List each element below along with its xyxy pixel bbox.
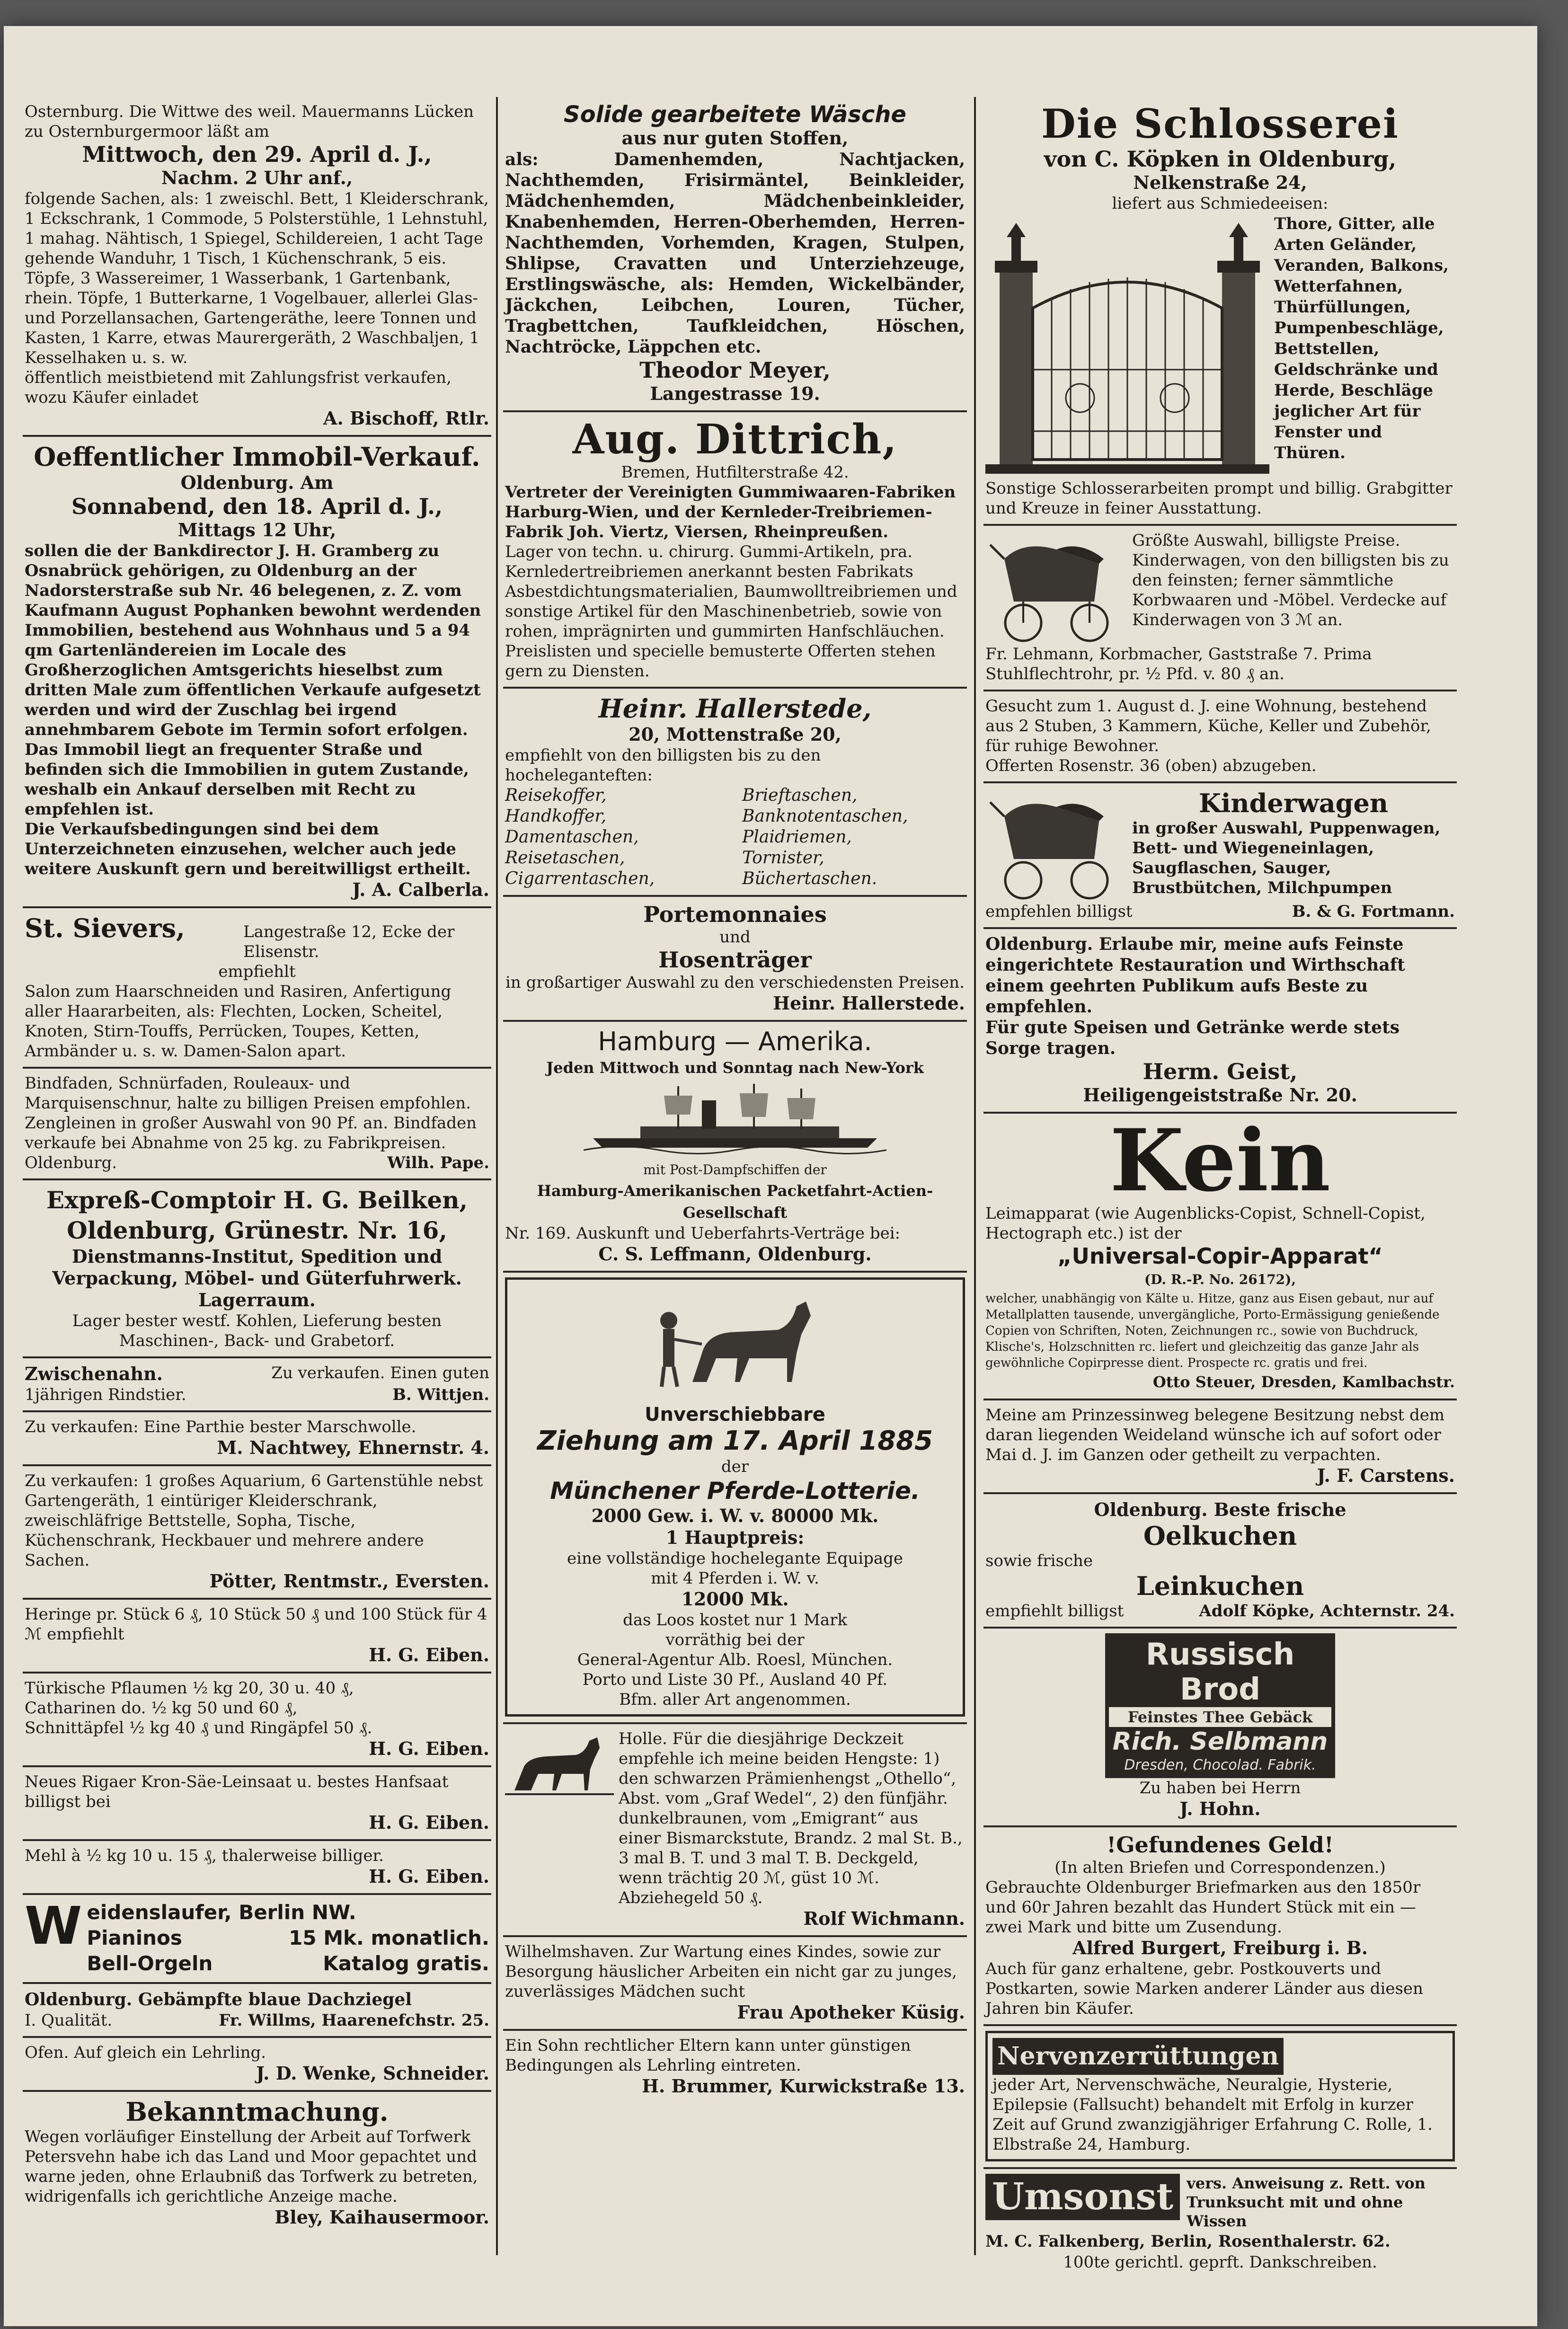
ad-signature: J. Hohn. — [1179, 1798, 1261, 1819]
ad-initial: W — [25, 1895, 82, 1956]
ad-address: 20, Mottenstraße 20, — [629, 724, 842, 745]
ad-line-4: Münchener Pferde-Lotterie. — [550, 1477, 920, 1505]
ad-zwischenahn — [23, 1358, 491, 1412]
list-item: Tornister, — [742, 848, 824, 868]
ad-line-2: Oelkuchen — [1143, 1521, 1297, 1551]
ad-body: Vertreter der Vereinigten Gummiwaaren-Fabriken Harburg-Wien, und der Kernleder-Treibriemen-Fabrik Joh. Viertz, Viersen, Rheinpreußen. — [505, 483, 956, 541]
ad-leinsaat — [23, 1767, 491, 1841]
ad-signature: H. G. Eiben. — [369, 1866, 489, 1887]
ad-intro: Osternburg. Die Wittwe des weil. Mauermanns Lücken zu Osternburgermoor läßt am — [25, 102, 474, 141]
ad-body: als: Damenhemden, Nachtjacken, Nachthemden, Frisirmäntel, Beinkleider, Mädchenhemden, Mädchenbeinkleider, Knabenhemden, Herren-Oberhemden, Herren-Nachthemden, Vorhemden, Kragen, Stulpen, Shlipse, Cravatten und Unterziehzeuge, Erstlingswäsche, als: Hemden, Wickelbänder, Jäckchen, Leibchen, Louren, Tücher, Tragbettchen, Taufkleidchen, Höschen, Nachtröcke, Läppchen etc. — [505, 150, 965, 357]
ad-body: Zu verkaufen: 1 großes Aquarium, 6 Gartenstühle nebst Gartengeräth, 1 eintüriger Kleiderschrank, zweischläfrige Bettstelle, Sopha, Tische, Küchenschrank, Heckbauer und mehrere andere Sachen. — [25, 1471, 483, 1570]
ad-hamburg-amerika — [503, 1022, 967, 1273]
ad-line-11: vorräthig bei der — [665, 1630, 805, 1649]
ad-closing: öffentlich meistbietend mit Zahlungsfrist verkaufen, wozu Käufer einladet — [25, 368, 452, 407]
ad-line-1: Oldenburg. Beste frische — [1094, 1499, 1347, 1520]
ad-place: Oldenburg. Am — [180, 472, 334, 493]
ad-line-1: Türkische Pflaumen ½ kg 20, 30 u. 40 ₰, — [25, 1679, 354, 1698]
ad-body: Meine am Prinzessinweg belegene Besitzung nebst dem daran liegenden Weideland wünsche ich auf sofort oder Mai d. J. im Ganzen oder getheilt zu verpachten. — [985, 1406, 1445, 1464]
ad-wohnung-gesucht — [983, 691, 1457, 783]
ad-dachziegel — [23, 1984, 491, 2038]
ad-restauration-geist — [983, 929, 1457, 1114]
ad-line-3: sowie frische — [985, 1551, 1093, 1570]
ad-nervenzerruettungen — [983, 2026, 1457, 2169]
ad-body: Gesucht zum 1. August d. J. eine Wohnung, bestehend aus 2 Stuben, 3 Kammern, Küche, Keller und Zubehör, für ruhige Bewohner. — [985, 697, 1431, 755]
ad-line-5: empfiehlt billigst — [985, 1602, 1124, 1621]
ad-marschwolle — [23, 1412, 491, 1466]
ad-body-2: Für gute Speisen und Getränke werde stets Sorge tragen. — [985, 1018, 1400, 1058]
ad-body: Sonstige Schlosserarbeiten prompt und billig. Grabgitter und Kreuze in feiner Ausstattung. — [985, 479, 1453, 518]
ad-signature: Pötter, Rentmstr., Eversten. — [209, 1570, 489, 1592]
ad-subtitle: von C. Köpken in Oldenburg, — [1044, 146, 1397, 172]
ad-bekanntmachung — [23, 2092, 491, 2234]
ad-hengste — [503, 1724, 967, 1937]
ad-title: !Gefundenes Geld! — [1107, 1832, 1334, 1858]
ad-signature: H. G. Eiben. — [369, 1738, 489, 1759]
list-item: Plaidriemen, — [742, 827, 852, 847]
ad-dittrich — [503, 412, 967, 689]
ad-line-3: Schnittäpfel ½ kg 40 ₰ und Ringäpfel 50 ₰. — [25, 1718, 372, 1737]
ad-product-list: Thore, Gitter, alle Arten Geländer, Veranden, Balkons, Wetterfahnen, Thürfüllungen, Pumpenbeschläge, Bettstellen, Geldschränke und Herde, Beschläge jeglicher Art für Fenster und Thüren. — [1274, 214, 1449, 462]
ad-body: Neues Rigaer Kron-Säe-Leinsaat u. bestes Hanfsaat billigst bei — [25, 1772, 449, 1811]
ad-lehrling-brummer — [503, 2031, 967, 2103]
ad-signature: M. C. Falkenberg, Berlin, Rosenthalerstr. 62. — [985, 2232, 1391, 2251]
ad-body: vers. Anweisung z. Rett. von Trunksucht mit und ohne Wissen — [1187, 2174, 1426, 2230]
column-1 — [23, 97, 491, 2234]
ad-aquarium — [23, 1466, 491, 1600]
ad-title: Aug. Dittrich, — [572, 416, 898, 463]
ad-line-2: Fr. Lehmann, Korbmacher, Gaststraße 7. Prima Stuhlflechtrohr, pr. ½ Pfd. v. 80 ₰ an. — [985, 645, 1372, 683]
ad-address: Heiligengeiststraße Nr. 20. — [1083, 1084, 1357, 1106]
iron-gate-illustration — [985, 213, 1269, 478]
ad-signature: Adolf Köpke, Achternstr. 24. — [1199, 1602, 1455, 1621]
ad-line-14: Bfm. aller Art angenommen. — [619, 1690, 851, 1709]
ad-line-2: I. Qualität. — [25, 2011, 113, 2030]
ad-name: Alfred Burgert, Freiburg i. B. — [1072, 1937, 1368, 1958]
ad-signature: M. Nachtwey, Ehnernstr. 4. — [217, 1437, 489, 1458]
ad-line-7: eine vollständige hochelegante Equipage — [567, 1549, 904, 1568]
ad-title: Nervenzerrüttungen — [992, 2038, 1284, 2075]
ad-body-2: Zengleinen in großer Auswahl von 90 Pf. an. Bindfaden verkaufe bei Abnahme von 25 kg. zu Fabrikpreisen. — [25, 1114, 477, 1152]
ad-body: Wilhelmshaven. Zur Wartung eines Kindes, sowie zur Besorgung häuslicher Arbeiten ein nicht gar zu junges, zuverlässiges Mädchen sucht — [505, 1942, 957, 2001]
ad-body: in großer Auswahl, Puppenwagen, Bett- und Wiegeneinlagen, Saugflaschen, Sauger, Brustbütchen, Milchpumpen — [1132, 819, 1441, 897]
logo-line-3: Rich. Selbmann — [1112, 1727, 1328, 1756]
ad-waesche — [503, 97, 967, 412]
ad-line-3a: Bell-Orgeln — [87, 1952, 213, 1975]
ad-body: Zu verkaufen: Eine Parthie bester Marschwolle. — [25, 1417, 416, 1436]
ad-title: Die Schlosserei — [1041, 100, 1399, 147]
ad-body: Dienstmanns-Institut, Spedition und Verpackung, Möbel- und Güterfuhrwerk. Lagerraum. — [52, 1246, 462, 1311]
ad-name: Herm. Geist, — [1143, 1059, 1298, 1084]
ad-signature: Rolf Wichmann. — [803, 1908, 965, 1929]
ad-signature: J. A. Calberla. — [352, 879, 489, 900]
ad-intro: liefert aus Schmiedeeisen: — [1112, 194, 1329, 213]
ad-line-2: Offerten Rosenstr. 36 (oben) abzugeben. — [985, 756, 1317, 775]
ad-address: Langestrasse 19. — [650, 383, 820, 404]
ad-pflaumen — [23, 1674, 491, 1767]
list-item: Damentaschen, — [505, 827, 639, 847]
ad-signature: B. Wittjen. — [392, 1385, 489, 1404]
ad-signature: Otto Steuer, Dresden, Kamlbachstr. — [1152, 1373, 1455, 1391]
ad-line-13: Porto und Liste 30 Pf., Ausland 40 Pf. — [582, 1670, 888, 1689]
ad-line-2: 1jährigen Rindstier. — [25, 1385, 186, 1404]
ad-body: Ein Sohn rechtlicher Eltern kann unter günstigen Bedingungen als Lehrling eintreten. — [505, 2036, 911, 2075]
ad-body: Heringe pr. Stück 6 ₰, 10 Stück 50 ₰ und 100 Stück für 4 ℳ empfiehlt — [25, 1605, 487, 1644]
ad-line-2: empfehlen billigst — [985, 902, 1133, 921]
ad-body-3: Preislisten und specielle bemusterte Offerten stehen gern zu Diensten. — [505, 642, 936, 681]
list-item: Büchertaschen. — [742, 869, 877, 888]
ad-signature: H. Brummer, Kurwickstraße 13. — [642, 2075, 965, 2097]
ad-line-1: eidenslaufer, Berlin NW. — [87, 1901, 356, 1924]
ad-signature: C. S. Leffmann, Oldenburg. — [598, 1243, 872, 1265]
ad-title: Kinderwagen — [1198, 788, 1389, 818]
ad-signature: H. G. Eiben. — [369, 1812, 489, 1833]
ad-body: jeder Art, Nervenschwäche, Neuralgie, Hysterie, Epilepsie (Fallsucht) behandelt mit Erfolg in kurzer Zeit auf Grund zwanzigjähriger Erfahrung C. Rolle, 1. Elbstraße 24, Hamburg. — [992, 2075, 1433, 2154]
ad-title: Oeffentlicher Immobil-Verkauf. — [34, 442, 480, 472]
ad-signature: Fr. Willms, Haarenefchstr. 25. — [219, 2011, 489, 2030]
ad-portemonnaies — [503, 897, 967, 1022]
ad-hallerstede — [503, 689, 967, 897]
stallion-icon — [505, 1729, 614, 1800]
ad-body: folgende Sachen, als: 1 zweischl. Bett, 1 Kleiderschrank, 1 Eckschrank, 1 Commode, 5 Polsterstühle, 1 Lehnstuhl, 1 mahag. Nähtisch, 1 Spiegel, Schildereien, 1 acht Tage gehende Wanduhr, 1 Tisch, 1 Küchenschrank, 5 eis. Töpfe, 3 Wassereimer, 1 Wasserbank, 1 Gartenbank, rhein. Töpfe, 1 Butterkarne, 1 Vogelbauer, allerlei Glas- und Porzellansachen, Gartengeräthe, leere Tonnen und Kasten, 1 Karre, etwas Maurergeräth, 2 Waschbaljen, 1 Kesselhaken u. s. w. — [25, 189, 489, 367]
ad-line-3: (D. R.-P. No. 26172), — [1144, 1272, 1296, 1287]
ad-line-1: Ofen. Auf gleich ein Lehrling. — [25, 2043, 266, 2062]
ad-body-2: Lager bester westf. Kohlen, Lieferung besten Maschinen-, Back- und Grabetorf. — [72, 1311, 442, 1350]
ad-caption: mit Post-Dampfschiffen der — [643, 1162, 827, 1178]
ad-line-2: „Universal-Copir-Apparat“ — [1057, 1243, 1383, 1269]
list-item: Brieftaschen, — [742, 786, 858, 805]
column-3 — [983, 97, 1457, 2278]
ad-signature: Frau Apotheker Küsig. — [737, 2001, 965, 2023]
ad-date: Sonnabend, den 18. April d. J., — [71, 494, 443, 519]
ad-line-1: Zu haben bei Herrn — [1139, 1779, 1301, 1798]
ad-line-3b: Katalog gratis. — [323, 1952, 489, 1975]
ad-weidenslaufer — [23, 1895, 491, 1984]
ad-express-comptoir — [23, 1180, 491, 1358]
ad-line-2a: Pianinos — [87, 1926, 182, 1949]
ad-title: Solide gearbeitete Wäsche — [564, 101, 906, 128]
ad-line-3: Hosenträger — [658, 947, 812, 973]
ad-russisch-brod — [983, 1629, 1457, 1827]
ad-auction-osternburg — [23, 97, 491, 437]
ad-title: Bekanntmachung. — [125, 2097, 389, 2127]
ad-line-4: Leinkuchen — [1136, 1571, 1304, 1601]
ad-body: Holle. Für die diesjährige Deckzeit empfehle ich meine beiden Hengste: 1) den schwarzen Prämienhengst „Othello“, Abst. vom „Graf Wedel“, 2) den fünfjähr. dunkelbraunen, vom „Emigrant“ aus einer Bismarckstute, Brandz. 2 mal St. B., 3 mal B. T. und 3 mal T. B. Deckgeld, wenn trächtig 20 ℳ, güst 10 ℳ. Abziehegeld 50 ₰. — [619, 1729, 963, 1907]
ad-title: Umsonst — [985, 2174, 1180, 2220]
ad-line-2b: 15 Mk. monatlich. — [289, 1926, 489, 1949]
ad-item-list — [505, 785, 965, 889]
ad-line-1: Portemonnaies — [643, 902, 827, 927]
ad-pferde-lotterie — [503, 1273, 967, 1724]
ad-time: Nachm. 2 Uhr anf., — [161, 167, 353, 188]
ad-mehl — [23, 1841, 491, 1895]
ad-line-1: Leimapparat (wie Augenblicks-Copist, Schnell-Copist, Hectograph etc.) ist der — [985, 1204, 1426, 1243]
ad-signature: B. & G. Fortmann. — [1292, 902, 1455, 921]
ad-signature: Wilh. Pape. — [387, 1153, 489, 1172]
ad-body: Gebrauchte Oldenburger Briefmarken aus den 1850r und 60r Jahren bezahlt das Hundert Stück mit ein — zwei Mark und bitte um Zusendung. — [985, 1878, 1421, 1937]
ad-line-8: mit 4 Pferden i. W. v. — [651, 1569, 819, 1588]
ad-signature: Bley, Kaihausermoor. — [275, 2206, 489, 2228]
list-item: Reisekoffer, — [505, 786, 607, 805]
ad-line-3: der — [721, 1457, 749, 1476]
ad-subtitle: Oldenburg, Grünestr. Nr. 16, — [67, 1216, 447, 1244]
ad-body: Wegen vorläufiger Einstellung der Arbeit auf Torfwerk Petersvehn habe ich das Land und Moor gepachtet und warne jeden, ohne Erlaubniß das Torfwerk zu betreten, widrigenfalls ich gerichtliche Anzeige mache. — [25, 2127, 478, 2206]
ad-line-10: das Loos kostet nur 1 Mark — [622, 1611, 848, 1629]
ad-body: Größte Auswahl, billigste Preise. Kinderwagen, von den billigsten bis zu den feinsten; ferner sämmtliche Korbwaaren und -Möbel. Verdecke auf Kinderwagen von 3 ℳ an. — [1132, 531, 1449, 629]
ad-time: Mittags 12 Uhr, — [177, 519, 337, 540]
ad-fortmann-kinderwagen — [983, 783, 1457, 929]
ad-intro: empfiehlt von den billigsten bis zu den hocheleganteften: — [505, 746, 821, 785]
ad-schlosserei — [983, 97, 1457, 526]
ad-line-2: Ziehung am 17. April 1885 — [537, 1426, 933, 1456]
ad-signature: J. F. Carstens. — [1317, 1465, 1455, 1486]
russisch-brod-logo — [1105, 1633, 1335, 1778]
column-rule-2 — [974, 97, 976, 2255]
ad-line-9: 12000 Mk. — [681, 1588, 789, 1610]
ad-sievers-salon — [23, 908, 491, 1069]
newspaper-page — [4, 26, 1537, 2326]
ad-gefundenes-geld — [983, 1827, 1457, 2026]
ad-lehmann-kinderwagen — [983, 526, 1457, 691]
ad-date: Mittwoch, den 29. April d. J., — [82, 142, 432, 167]
column-2 — [503, 97, 967, 2103]
list-item: Handkoffer, — [505, 806, 607, 826]
steamship-illustration — [584, 1081, 886, 1157]
ad-lehrling-ofen — [23, 2038, 491, 2092]
ad-address: Langestraße 12, Ecke der Elisenstr. — [243, 922, 455, 961]
ad-subtitle: Jeden Mittwoch und Sonntag nach New-York — [546, 1059, 924, 1077]
ad-line-1: Unverschiebbare — [645, 1404, 825, 1426]
logo-line-1: Russisch Brod — [1145, 1637, 1295, 1707]
ad-line-2: Catharinen do. ½ kg 50 und 60 ₰, — [25, 1699, 298, 1718]
ad-umsonst — [983, 2169, 1457, 2278]
ad-body: Oldenburg. Erlaube mir, meine aufs Feinste eingerichtete Restauration und Wirthschaft einem geehrten Publikum aufs Beste zu empfehlen. — [985, 934, 1405, 1017]
horse-illustration — [636, 1287, 834, 1401]
ad-signature: H. G. Eiben. — [369, 1644, 489, 1665]
ad-oelkuchen — [983, 1494, 1457, 1629]
ad-name: St. Sievers, — [25, 913, 185, 943]
ad-name: Theodor Meyer, — [639, 357, 831, 383]
ad-wilhelmshaven — [503, 1937, 967, 2031]
ad-signature: J. D. Wenke, Schneider. — [256, 2063, 489, 2084]
ad-line-5: 2000 Gew. i. W. v. 80000 Mk. — [591, 1505, 879, 1526]
ad-body-2: Auch für ganz erhaltene, gebr. Postkouverts und Postkarten, sowie Marken anderer Länder aus diesen Jahren bin Käufer. — [985, 1959, 1423, 2018]
ad-company: Hamburg-Amerikanischen Packetfahrt-Actien-Gesellschaft — [537, 1182, 933, 1222]
ad-line-1: Oldenburg. Gebämpfte blaue Dachziegel — [25, 1990, 412, 2010]
list-item: Banknotentaschen, — [742, 806, 908, 826]
ad-line-12: General-Agentur Alb. Roesl, München. — [577, 1650, 893, 1669]
ad-body-2: Die Verkaufsbedingungen sind bei dem Unterzeichneten einzusehen, welcher auch jede weitere Auskunft gern und bereitwilligst ertheilt. — [25, 820, 471, 878]
logo-line-4: Dresden, Chocolad. Fabrik. — [1124, 1757, 1316, 1773]
ad-place: Zwischenahn. — [25, 1363, 163, 1384]
ad-title: Heinr. Hallerstede, — [598, 693, 872, 724]
ad-title: Expreß-Comptoir H. G. Beilken, — [46, 1186, 468, 1214]
ad-body: in großartiger Auswahl zu den verschiedensten Preisen. — [505, 973, 965, 992]
ad-line: Zu verkaufen. Einen guten — [271, 1364, 489, 1382]
ad-place: Oldenburg. — [25, 1153, 117, 1172]
ad-title: Hamburg — Amerika. — [598, 1027, 872, 1056]
ad-line-1: Nr. 169. Auskunft und Ueberfahrts-Verträge bei: — [505, 1224, 901, 1243]
list-item: Reisetaschen, — [505, 848, 625, 868]
ad-copir-apparat — [983, 1114, 1457, 1400]
column-rule-1 — [496, 97, 498, 2255]
logo-line-2: Feinstes Thee Gebäck — [1109, 1707, 1331, 1727]
ad-carstens — [983, 1400, 1457, 1494]
ad-body-2: Lager von techn. u. chirurg. Gummi-Artikeln, pra. Kernledertreibriemen anerkannt besten Fabrikats Asbestdichtungsmaterialien, Baumwolltreibriemen und sonstige Artikel für den Maschinenbetrieb, sowie von rohen, imprägnirten und gummirten Hanfschläuchen. — [505, 542, 957, 641]
ad-address: Bremen, Hutfilterstraße 42. — [621, 463, 849, 482]
ad-title: Kein — [1109, 1114, 1331, 1211]
ad-immobil-verkauf — [23, 437, 491, 908]
ad-body: Mehl à ½ kg 10 u. 15 ₰, thalerweise billiger. — [25, 1846, 384, 1865]
ad-body: welcher, unabhängig von Kälte u. Hitze, ganz aus Eisen gebaut, nur auf Metallplatten tausende, unvergängliche, Porto-Ermässigung genießende Copien von Schriften, Noten, Zeichnungen rc., sowie von Buchdruck, Klische's, Holzschnitten rc. liefert und gleichzeitig das ganze Jahr als gewöhnliche Copirpresse dient. Prospecte rc. gratis und frei. — [985, 1292, 1440, 1370]
ad-signature: A. Bischoff, Rtlr. — [323, 407, 489, 429]
pram-illustration — [985, 531, 1127, 644]
list-item: Cigarrentaschen, — [505, 869, 655, 888]
ad-address: Nelkenstraße 24, — [1133, 172, 1307, 193]
ad-subtitle: (In alten Briefen und Correspondenzen.) — [1054, 1858, 1386, 1877]
ad-subtitle: aus nur guten Stoffen, — [621, 127, 849, 149]
ad-body: sollen die der Bankdirector J. H. Gramberg zu Osnabrück gehörigen, zu Oldenburg an der Nadorsterstraße sub Nr. 46 belegenen, z. Z. vom Kaufmann August Pophanken bewohnt werdenden Immobilien, bestehend aus Wohnhaus und 5 a 94 qm Gartenländereien im Locale des Großherzoglichen Amtsgerichts hieselbst zum dritten Male zum öffentlichen Verkaufe aufgesetzt werden und wird der Zuschlag bei irgend annehmbarem Gebote im Termin sofort erfolgen. Das Immobil liegt an frequenter Straße und befinden sich die Immobilien in gutem Zustande, weshalb ein Ankauf derselben mit Recht zu empfehlen ist. — [25, 541, 481, 819]
ad-recommend: empfiehlt — [218, 962, 296, 981]
ad-body: Salon zum Haarschneiden und Rasiren, Anfertigung aller Haararbeiten, als: Flechten, Locken, Scheitel, Knoten, Stirn-Touffs, Perrücken, Toupes, Ketten, Armbänder u. s. w. Damen-Salon apart. — [25, 982, 452, 1061]
pram-illustration — [985, 788, 1127, 902]
ad-body: Bindfaden, Schnürfaden, Rouleaux- und Marquisenschnur, halte zu billigen Preisen empfohlen. — [25, 1074, 471, 1113]
ad-heringe — [23, 1600, 491, 1674]
ad-line-6: 1 Hauptpreis: — [665, 1527, 805, 1548]
ad-line-2: 100te gerichtl. geprft. Dankschreiben. — [1063, 2253, 1377, 2272]
ad-signature: Heinr. Hallerstede. — [773, 992, 965, 1014]
ad-pape-bindfaden — [23, 1069, 491, 1180]
ad-line-2: und — [719, 928, 751, 947]
